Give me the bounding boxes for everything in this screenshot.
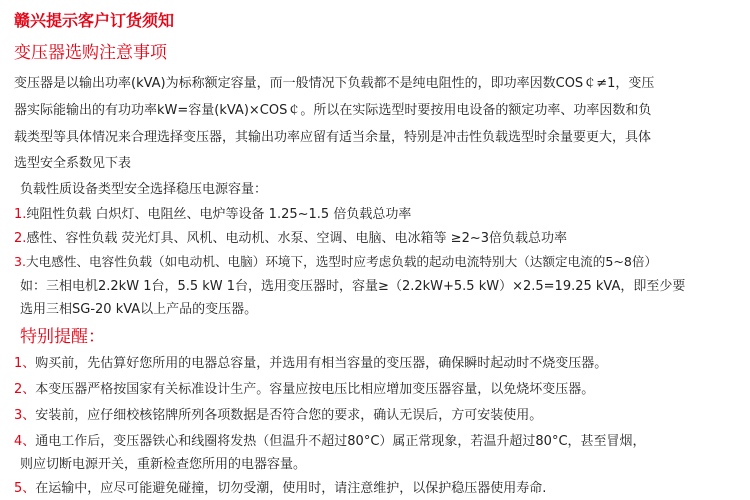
item-text: 本变压器严格按国家有关标准设计生产。容量应按电压比相应增加变压器容量，以免烧坏变压器。: [35, 382, 595, 397]
warning-line: 则应切断电源开关，重新检查您所用的电器容量。: [20, 457, 307, 472]
load-type-item: [14, 251, 657, 270]
item-number: 5、: [14, 481, 36, 496]
section-title: 变压器选购注意事项: [14, 43, 167, 63]
item-text: 安装前，应仔细校核铭牌所列各项数据是否符合您的要求，确认无误后，方可安装使用。: [35, 408, 543, 423]
item-text: 在运输中，应尽可能避免碰撞，切勿受潮，使用时，请注意维护，以保护稳压器使用寿命.: [35, 481, 547, 496]
item-text: 购买前，先估算好您所用的电器总容量，并选用有相当容量的变压器，确保瞬时起动时不烧变压器。: [35, 356, 608, 371]
load-type-item: [14, 227, 567, 246]
item-text: 大电感性、电容性负载（如电动机、电脑）环境下，选型时应考虑负载的起动电流特别大（达额定电流的5~8倍）: [26, 254, 658, 269]
item-number: 3、: [14, 408, 36, 423]
item-number: 2.: [14, 231, 27, 246]
intro-line: 变压器是以输出功率(kVA)为标称额定容量，而一般情况下负载都不是纯电阻性的，即功率因数COS￠≠1，变压: [14, 76, 655, 91]
example-line: 选用三相SG-20 kVA以上产品的变压器。: [20, 302, 258, 317]
reminder-item: [14, 430, 646, 449]
intro-line: 选型安全系数见下表: [14, 156, 132, 171]
reminder-item: [14, 352, 607, 371]
load-type-item: [14, 203, 411, 222]
example-line: 如：三相电机2.2kW 1台，5.5 kW 1台，选用变压器时，容量≥（2.2kW+5.5 kW）×2.5=19.25 kVA，即至少要: [20, 279, 686, 294]
item-text: 纯阻性负载 白炽灯、电阻丝、电炉等设备 1.25~1.5 倍负载总功率: [26, 207, 412, 222]
page-title: 赣兴提示客户订货须知: [14, 11, 175, 30]
item-number: 1.: [14, 207, 27, 222]
item-text: 通电工作后，变压器铁心和线圈将发热（但温升不超过80°C）属正常现象，若温升超过80°C，甚至冒烟，: [35, 434, 646, 449]
item-number: 4、: [14, 434, 36, 449]
item-number: 3.: [14, 254, 27, 269]
intro-line: 载类型等具体情况来合理选择变压器，其输出功率应留有适当余量，特别是冲击性负载选型时余量要更大，具体: [14, 130, 652, 145]
reminder-item: [14, 404, 542, 423]
reminder-item: [14, 378, 594, 397]
load-table-caption: 负载性质设备类型安全选择稳压电源容量：: [20, 182, 268, 197]
intro-line: 器实际能输出的有功功率kW=容量(kVA)×COS￠。所以在实际选型时要按用电设备的额定功率、功率因数和负: [14, 103, 652, 118]
reminder-item: [14, 477, 546, 496]
item-text: 感性、容性负载 荧光灯具、风机、电动机、水泵、空调、电脑、电冰箱等 ≥2~3倍负载总功率: [26, 231, 567, 246]
special-reminder-title: 特别提醒：: [20, 327, 105, 347]
item-number: 1、: [14, 356, 36, 371]
item-number: 2、: [14, 382, 36, 397]
